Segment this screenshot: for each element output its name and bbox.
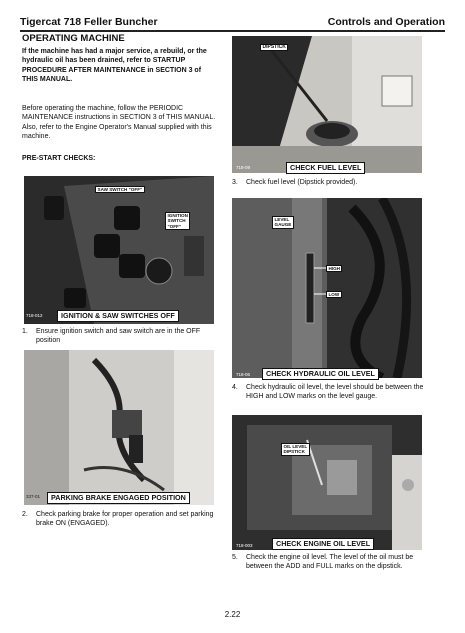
figure-code: 718-012 (26, 313, 43, 318)
intro-paragraph: Before operating the machine, follow the PERIODIC MAINTENANCE instructions in SECTION 3 of THIS MANUAL. Also, refer to the Engine Operator's Manual supplied with this machine. (22, 105, 216, 140)
step-4-text: Check hydraulic oil level, the level should be between the HIGH and LOW marks on the level gauge. (246, 384, 424, 401)
dipstick-label: DIPSTICK (260, 44, 288, 51)
figure-caption-brake: PARKING BRAKE ENGAGED POSITION (47, 492, 190, 504)
figure-code: 337-01 (26, 494, 41, 499)
doc-header-section: Controls and Operation (327, 16, 445, 28)
page-number: 2.22 (224, 610, 241, 619)
engine-oil-illustration (232, 415, 422, 550)
figure-caption-ignition: IGNITION & SAW SWITCHES OFF (57, 310, 179, 322)
fuel-tank-photo (232, 36, 422, 173)
figure-code: 718-06 (236, 372, 251, 377)
step-2-text: Check parking brake for proper operation and set parking brake ON (ENGAGED). (36, 511, 214, 528)
figure-code: 718-09 (236, 165, 251, 170)
ignition-switch-label: IGNITION SWITCH "OFF" (165, 212, 190, 230)
step-4-number: 4. (232, 384, 238, 391)
parking-brake-photo (24, 350, 214, 505)
figure-caption-hydraulic: CHECK HYDRAULIC OIL LEVEL (262, 368, 379, 380)
step-2-number: 2. (22, 511, 28, 518)
figure-caption-engine: CHECK ENGINE OIL LEVEL (272, 538, 374, 550)
saw-switch-label: SAW SWITCH "OFF" (95, 186, 145, 193)
figure-code: 718-003 (236, 543, 253, 548)
level-gauge-label: LEVEL GAUGE (272, 216, 294, 229)
step-5-text: Check the engine oil level. The level of the oil must be between the ADD and FULL marks on the dipstick. (246, 554, 414, 571)
hydraulic-tank-photo (232, 198, 422, 378)
high-mark-label: HIGH (326, 265, 342, 272)
step-1-number: 1. (22, 328, 28, 335)
engine-oil-photo (232, 415, 422, 550)
ignition-switch-photo (24, 176, 214, 324)
doc-header-title: Tigercat 718 Feller Buncher (20, 16, 158, 28)
step-3-number: 3. (232, 179, 238, 186)
fuel-tank-illustration (232, 36, 422, 173)
low-mark-label: LOW (326, 291, 342, 298)
intro-warning: If the machine has had a major service, a rebuild, or the hydraulic oil has been drained, refer to STARTUP PROCEDURE AFTER MAINTENANCE in SECTION 3 of THIS MANUAL. (22, 48, 207, 83)
parking-brake-illustration (24, 350, 214, 505)
prestart-heading: PRE-START CHECKS: (22, 155, 96, 162)
ignition-panel-illustration (24, 176, 214, 324)
hydraulic-tank-illustration (232, 198, 422, 378)
step-5-number: 5. (232, 554, 238, 561)
step-3-text: Check fuel level (Dipstick provided). (246, 179, 358, 186)
section-title: OPERATING MACHINE (22, 33, 125, 44)
step-1-text: Ensure ignition switch and saw switch are in the OFF position (36, 328, 201, 345)
oil-dipstick-label: OIL LEVEL DIPSTICK (281, 443, 310, 456)
header-rule (20, 30, 445, 32)
figure-caption-fuel: CHECK FUEL LEVEL (286, 162, 365, 174)
